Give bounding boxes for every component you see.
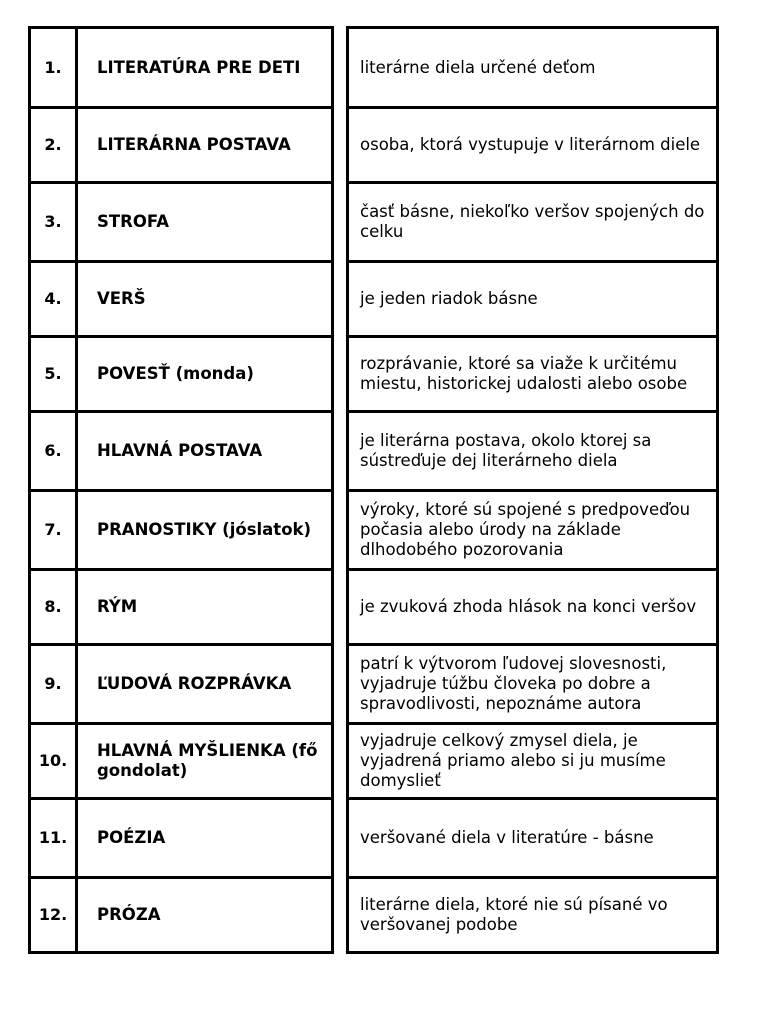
row-number: 2. (30, 108, 77, 183)
table-row (348, 183, 718, 262)
term-cell: PRANOSTIKY (jóslatok) (77, 491, 333, 570)
row-number: 8. (30, 570, 77, 645)
term-cell: STROFA (77, 183, 333, 262)
table-row (348, 570, 718, 645)
definition-cell: literárne diela, ktoré nie sú písané vo veršovanej podobe (348, 878, 718, 953)
definition-cell: vyjadruje celkový zmysel diela, je vyjadrená priamo alebo si ju musíme domyslieť (348, 724, 718, 799)
table-row (30, 337, 333, 412)
definition-cell: je zvuková zhoda hlások na konci veršov (348, 570, 718, 645)
table-row (30, 645, 333, 724)
term-cell: VERŠ (77, 262, 333, 337)
term-cell: RÝM (77, 570, 333, 645)
table-row (30, 262, 333, 337)
definition-cell: je literárna postava, okolo ktorej sa sústreďuje dej literárneho diela (348, 412, 718, 491)
row-number: 10. (30, 724, 77, 799)
terms-table (28, 26, 334, 954)
term-cell: HLAVNÁ POSTAVA (77, 412, 333, 491)
definition-cell: časť básne, niekoľko veršov spojených do celku (348, 183, 718, 262)
table-row (348, 645, 718, 724)
term-cell: LITERÁRNA POSTAVA (77, 108, 333, 183)
table-row (348, 337, 718, 412)
table-row (30, 183, 333, 262)
table-row (348, 878, 718, 953)
table-row (30, 28, 333, 108)
row-number: 12. (30, 878, 77, 953)
term-cell: HLAVNÁ MYŠLIENKA (fő gondolat) (77, 724, 333, 799)
definition-cell: výroky, ktoré sú spojené s predpoveďou počasia alebo úrody na základe dlhodobého pozorovania (348, 491, 718, 570)
table-row (30, 878, 333, 953)
row-number: 1. (30, 28, 77, 108)
row-number: 3. (30, 183, 77, 262)
row-number: 7. (30, 491, 77, 570)
table-row (30, 412, 333, 491)
definition-cell: veršované diela v literatúre - básne (348, 799, 718, 878)
definition-cell: patrí k výtvorom ľudovej slovesnosti, vyjadruje túžbu človeka po dobre a spravodlivosti, nepoznáme autora (348, 645, 718, 724)
row-number: 9. (30, 645, 77, 724)
table-row (30, 799, 333, 878)
table-row (348, 799, 718, 878)
row-number: 11. (30, 799, 77, 878)
table-row (348, 108, 718, 183)
table-row (348, 412, 718, 491)
table-row (348, 491, 718, 570)
table-row (30, 491, 333, 570)
table-row (348, 724, 718, 799)
definition-cell: literárne diela určené deťom (348, 28, 718, 108)
table-row (348, 28, 718, 108)
table-row (30, 724, 333, 799)
table-row (30, 108, 333, 183)
term-cell: LITERATÚRA PRE DETI (77, 28, 333, 108)
term-cell: POVESŤ (monda) (77, 337, 333, 412)
definition-cell: je jeden riadok básne (348, 262, 718, 337)
row-number: 4. (30, 262, 77, 337)
term-cell: ĽUDOVÁ ROZPRÁVKA (77, 645, 333, 724)
row-number: 6. (30, 412, 77, 491)
definition-cell: rozprávanie, ktoré sa viaže k určitému miestu, historickej udalosti alebo osobe (348, 337, 718, 412)
definitions-table (346, 26, 719, 954)
definition-cell: osoba, ktorá vystupuje v literárnom diele (348, 108, 718, 183)
term-cell: PRÓZA (77, 878, 333, 953)
table-row (348, 262, 718, 337)
term-cell: POÉZIA (77, 799, 333, 878)
row-number: 5. (30, 337, 77, 412)
table-row (30, 570, 333, 645)
